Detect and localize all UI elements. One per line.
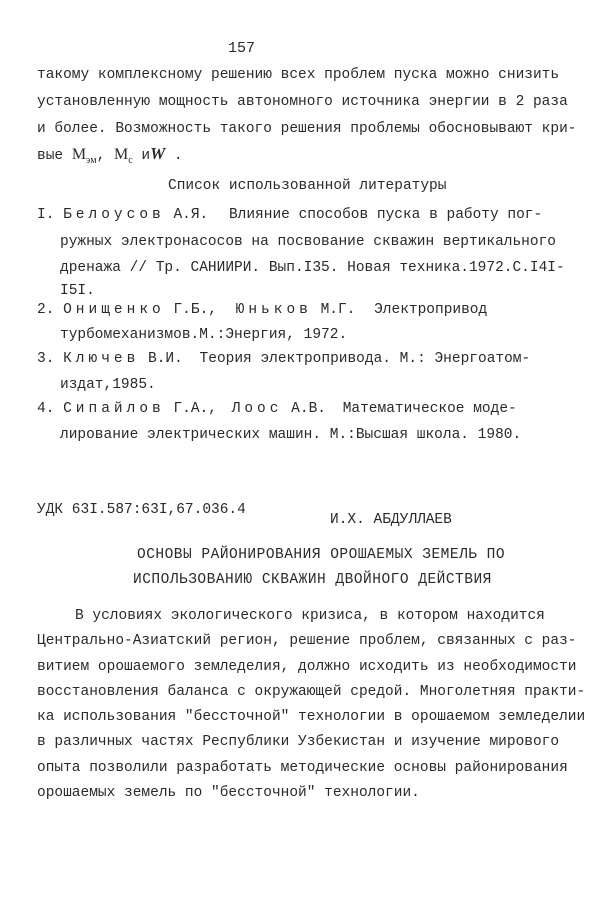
ref-2-author: Онищенко	[63, 302, 165, 318]
reference-item-3	[37, 350, 530, 368]
w-symbol: W	[150, 144, 166, 163]
m-em-subscript: эм	[86, 155, 97, 166]
intro-line-3: и более. Возможность такого решения проблемы обосновывают кри-	[37, 121, 577, 137]
m-c-subscript: с	[128, 155, 133, 166]
m-symbol-2: M	[114, 146, 129, 163]
ref-4-number: 4.	[37, 401, 55, 417]
ref-2-initials: Г.Б.,	[173, 302, 217, 318]
ref-1-number: I.	[37, 207, 55, 223]
udk-code: УДК 63I.587:63I,67.036.4	[37, 502, 246, 518]
ref-4-initials-2: А.В.	[291, 401, 326, 417]
ref-4-initials: Г.А.,	[173, 401, 217, 417]
ref-1-author: Белоусов	[63, 207, 165, 223]
article-author: И.Х. АБДУЛЛАЕВ	[330, 512, 452, 528]
formula-end: .	[173, 148, 183, 164]
ref-2-line-2: турбомеханизмов.М.:Энергия, 1972.	[60, 327, 348, 343]
article-title-line-2: ИСПОЛЬЗОВАНИЮ СКВАЖИН ДВОЙНОГО ДЕЙСТВИЯ	[133, 572, 492, 588]
formula-comma: ,	[96, 148, 106, 164]
body-line-6: в различных частях Республики Узбекистан и изучение мирового	[37, 734, 560, 750]
ref-1-line-1: Влияние способов пуска в работу пог-	[228, 207, 543, 223]
page-number: 157	[228, 40, 256, 57]
intro-line-2: установленную мощность автономного источника энергии в 2 раза	[37, 94, 568, 110]
ref-2-initials-2: М.Г.	[320, 302, 356, 318]
ref-2-line-1: Электропривод	[374, 302, 488, 318]
ref-4-line-1: Математическое моде-	[342, 401, 517, 417]
body-line-2: Центрально-Азиатский регион, решение проблем, связанных с раз-	[37, 633, 577, 649]
ref-1-initials: А.Я.	[173, 207, 209, 223]
ref-3-number: 3.	[37, 351, 55, 367]
ref-2-author-2: Юньков	[235, 302, 312, 318]
formula-m-c	[114, 146, 133, 166]
formula-m-em	[71, 146, 97, 166]
article-title-line-1: ОСНОВЫ РАЙОНИРОВАНИЯ ОРОШАЕМЫХ ЗЕМЕЛЬ ПО	[137, 547, 506, 563]
formula-prefix: вые	[37, 148, 64, 164]
body-line-3: витием орошаемого земледелия, должно исходить из необходимости	[37, 659, 577, 675]
intro-formula-line	[37, 145, 183, 166]
ref-3-initials: В.И.	[148, 351, 183, 367]
intro-line-1: такому комплексному решению всех проблем пуска можно снизить	[37, 67, 560, 83]
body-line-4: восстановления баланса с окружающей средой. Многолетняя практи-	[37, 684, 586, 700]
ref-3-line-1: Теория электропривода. М.: Энергоатом-	[199, 351, 531, 367]
body-line-5: ка использования "бессточной" технологии в орошаемом земледелии	[37, 709, 586, 725]
body-line-1: В условиях экологического кризиса, в котором находится	[75, 608, 545, 624]
body-line-7: опыта позволили разработать методические основы районирования	[37, 760, 568, 776]
ref-1-line-4: I5I.	[60, 283, 95, 299]
ref-2-number: 2.	[37, 302, 55, 318]
ref-1-line-2: ружных электронасосов на посвование скважин вертикального	[60, 234, 556, 250]
m-symbol: M	[71, 146, 87, 163]
ref-1-line-3: дренажа // Тр. САНИИРИ. Вып.I35. Новая техника.1972.С.I4I-	[60, 260, 565, 276]
references-heading: Список использованной литературы	[168, 178, 447, 194]
formula-conjunction: и	[141, 148, 151, 164]
ref-4-line-2: лирование электрических машин. М.:Высшая школа. 1980.	[60, 427, 522, 443]
ref-3-author: Ключев	[63, 351, 140, 367]
ref-4-author: Сипайлов	[63, 401, 165, 417]
body-line-8: орошаемых земель по "бессточной" технологии.	[37, 785, 420, 801]
reference-item-1	[37, 206, 542, 224]
ref-4-author-2: Лоос	[231, 401, 283, 417]
reference-item-4	[37, 400, 517, 418]
ref-3-line-2: издат,1985.	[60, 377, 156, 393]
reference-item-2	[37, 301, 487, 319]
